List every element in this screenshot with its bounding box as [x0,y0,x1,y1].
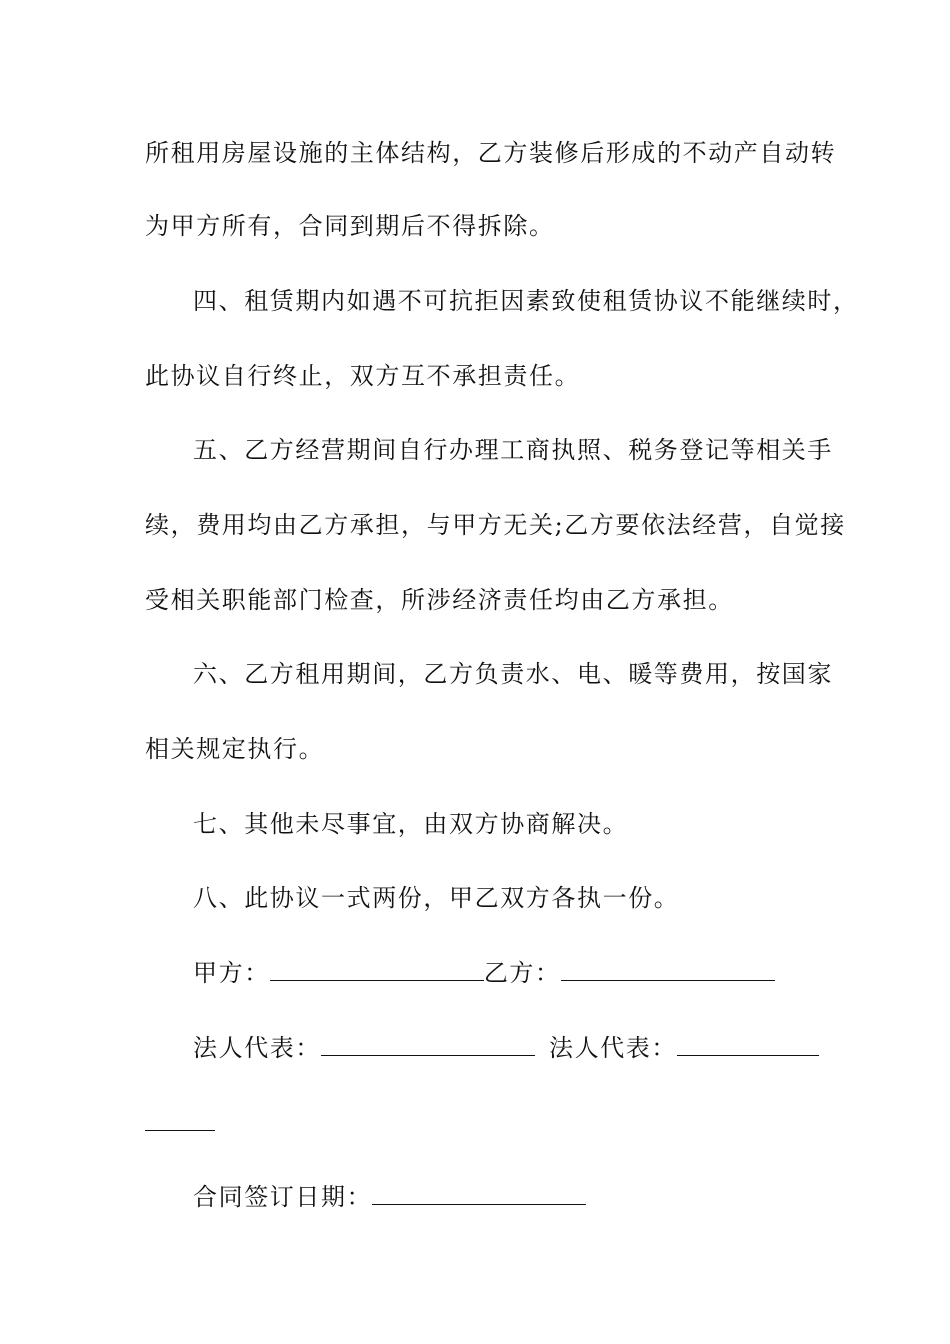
paragraph-line: 相关规定执行。 [145,735,325,763]
party-a-blank [270,960,484,981]
clause-5-line: 五、乙方经营期间自行办理工商执照、税务登记等相关手 [193,436,833,464]
clause-4-line: 四、租赁期内如遇不可抗拒因素致使租赁协议不能继续时， [193,287,859,315]
party-b-label: 乙方： [483,959,561,987]
legal-rep-b-label: 法人代表： [549,1034,677,1062]
legal-rep-b-blank [677,1035,819,1056]
paragraph-line: 此协议自行终止，双方互不承担责任。 [145,362,581,390]
paragraph-line: 受相关职能部门检查，所涉经济责任均由乙方承担。 [145,586,734,614]
sign-date-line [193,1182,586,1212]
legal-rep-line [193,1033,819,1063]
sign-date-blank [372,1184,586,1205]
clause-7-line: 七、其他未尽事宜，由双方协商解决。 [193,810,629,838]
sign-date-label: 合同签订日期： [193,1183,373,1211]
paragraph-line: 为甲方所有，合同到期后不得拆除。 [145,212,555,240]
party-a-label: 甲方： [193,959,270,987]
legal-rep-b-blank-continued [145,1108,215,1138]
clause-8-line: 八、此协议一式两份，甲乙双方各执一份。 [193,884,680,912]
paragraph-line: 所租用房屋设施的主体结构，乙方装修后形成的不动产自动转 [145,139,837,167]
party-b-blank [561,960,775,981]
clause-6-line: 六、乙方租用期间，乙方负责水、电、暖等费用，按国家 [193,660,833,688]
legal-rep-a-label: 法人代表： [193,1034,321,1062]
legal-rep-a-blank [321,1035,535,1056]
paragraph-line: 续，费用均由乙方承担，与甲方无关;乙方要依法经营，自觉接 [145,511,846,539]
party-signature-line [193,958,775,988]
legal-rep-b-blank-wrap [145,1110,215,1131]
